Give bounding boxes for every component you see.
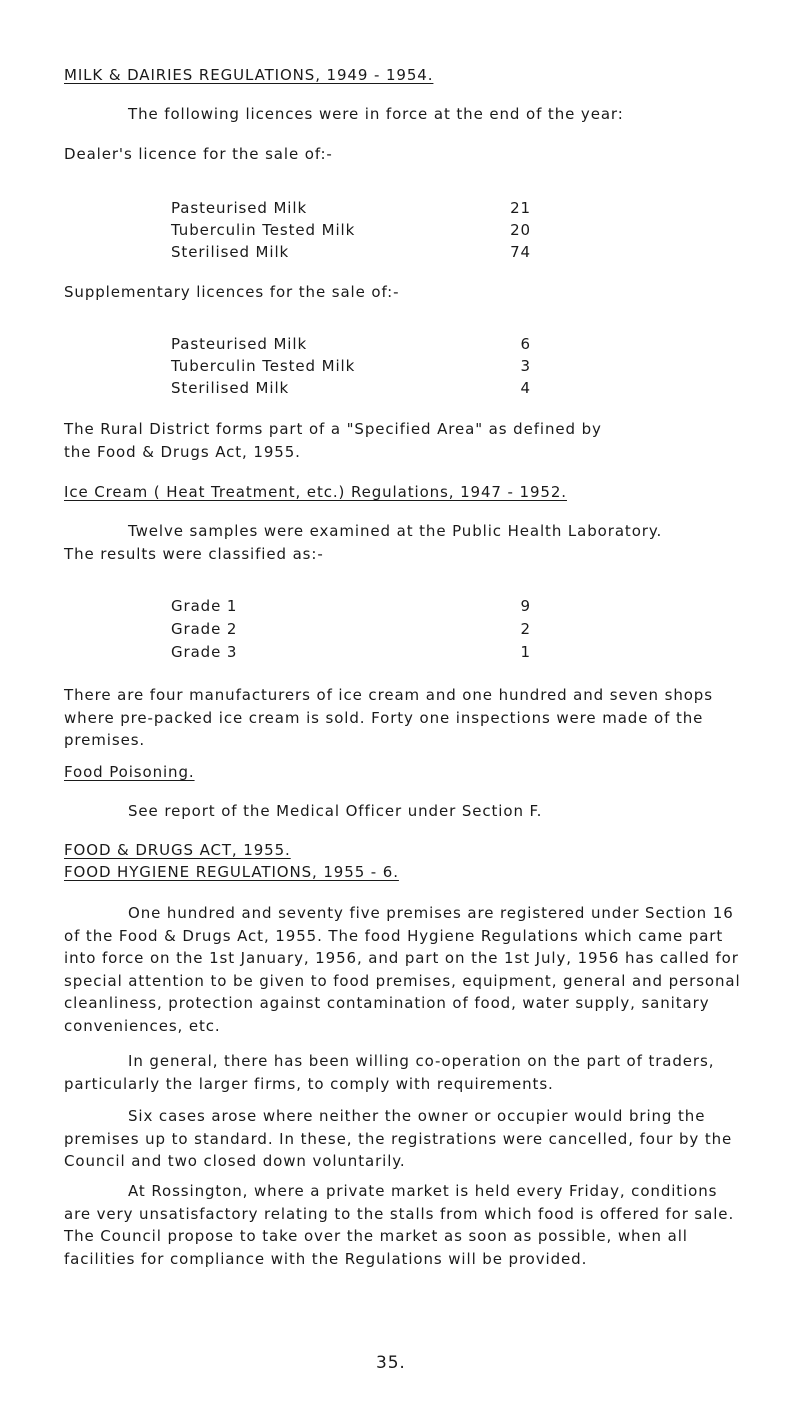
grade-row	[171, 620, 531, 642]
heading-ice-cream: Ice Cream ( Heat Treatment, etc.) Regulations, 1947 - 1952.	[64, 483, 567, 501]
grade-label: Grade 3	[171, 643, 238, 661]
supplementary-licence-row	[171, 357, 531, 379]
food-poisoning-text: See report of the Medical Officer under Section F.	[128, 802, 543, 820]
rural-district-line-1: The Rural District forms part of a "Specified Area" as defined by	[64, 420, 602, 438]
grade-row	[171, 643, 531, 665]
licence-label: Tuberculin Tested Milk	[171, 221, 356, 239]
rossington-paragraph: At Rossington, where a private market is held every Friday, conditions are very unsatisfactory relating to the stalls from which food is offered for sale. The Council propose to take over the market as soon as possible, when all facilities for compliance with the Regulations will be provided.	[64, 1182, 735, 1268]
grade-count: 1	[520, 643, 531, 661]
licence-count: 3	[520, 357, 531, 375]
dealer-licence-row	[171, 199, 531, 221]
six-cases-paragraph: Six cases arose where neither the owner or occupier would bring the premises up to standard. In these, the registrations were cancelled, four by the Council and two closed down voluntarily.	[64, 1107, 733, 1170]
licence-count: 21	[510, 199, 531, 217]
grade-count: 2	[520, 620, 531, 638]
grade-count: 9	[520, 597, 531, 615]
supplementary-licence-heading: Supplementary licences for the sale of:-	[64, 283, 400, 301]
licence-label: Sterilised Milk	[171, 243, 290, 261]
page-number: 35.	[376, 1353, 406, 1373]
heading-food-drugs-act: FOOD & DRUGS ACT, 1955.	[64, 841, 291, 859]
licence-label: Pasteurised Milk	[171, 335, 308, 353]
grade-row	[171, 597, 531, 619]
grade-label: Grade 1	[171, 597, 238, 615]
grade-label: Grade 2	[171, 620, 238, 638]
dealer-licence-row	[171, 221, 531, 243]
manufacturers-paragraph: There are four manufacturers of ice cream and one hundred and seven shops where pre-packed ice cream is sold. Forty one inspections were made of the premises.	[64, 686, 713, 749]
licence-label: Pasteurised Milk	[171, 199, 308, 217]
supplementary-licence-row	[171, 379, 531, 401]
rural-district-line-2: the Food & Drugs Act, 1955.	[64, 443, 301, 461]
dealer-licence-heading: Dealer's licence for the sale of:-	[64, 145, 333, 163]
licence-count: 6	[520, 335, 531, 353]
ice-cream-samples-line-2: The results were classified as:-	[64, 545, 324, 563]
heading-food-poisoning: Food Poisoning.	[64, 763, 195, 781]
supplementary-licence-row	[171, 335, 531, 357]
licence-count: 4	[520, 379, 531, 397]
licence-label: Sterilised Milk	[171, 379, 290, 397]
ice-cream-samples-line-1: Twelve samples were examined at the Public Health Laboratory.	[128, 522, 663, 540]
general-paragraph: In general, there has been willing co-operation on the part of traders, particularly the larger firms, to comply with requirements.	[64, 1052, 715, 1093]
dealer-licence-row	[171, 243, 531, 265]
premises-paragraph: One hundred and seventy five premises are registered under Section 16 of the Food & Drugs Act, 1955. The food Hygiene Regulations which came part into force on the 1st January, 1956, and part on the 1st July, 1956 has called for special attention to be given to food premises, equipment, general and personal cleanliness, protection against contamination of food, water supply, sanitary conveniences, etc.	[64, 904, 741, 1035]
licence-label: Tuberculin Tested Milk	[171, 357, 356, 375]
intro-text: The following licences were in force at the end of the year:	[128, 105, 624, 123]
heading-food-hygiene: FOOD HYGIENE REGULATIONS, 1955 - 6.	[64, 863, 399, 881]
heading-milk-dairies: MILK & DAIRIES REGULATIONS, 1949 - 1954.	[64, 66, 434, 84]
licence-count: 20	[510, 221, 531, 239]
licence-count: 74	[510, 243, 531, 261]
